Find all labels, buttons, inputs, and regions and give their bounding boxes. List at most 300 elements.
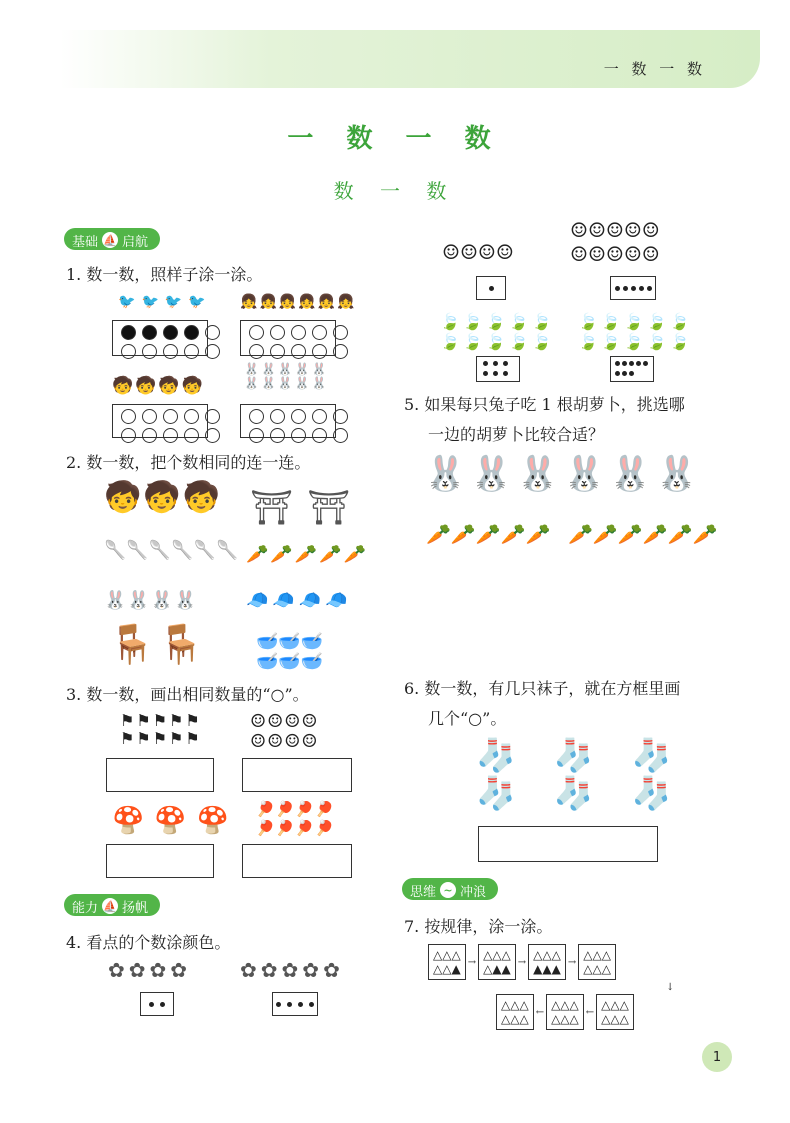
paddle-icon: 🏓 <box>256 819 276 837</box>
triangle-row: △△△ <box>601 998 629 1012</box>
dot <box>636 361 641 366</box>
question-6-line-2: 几个“○”。 <box>428 709 507 728</box>
carrot-icon: 🥕 <box>568 522 593 546</box>
circle-grid <box>113 405 207 447</box>
dot <box>623 286 628 291</box>
dot <box>493 361 498 366</box>
question-2: 2. 数一数，把个数相同的连一连。 <box>66 453 311 472</box>
rabbit-icon: 🐰 <box>260 362 278 376</box>
circle[interactable] <box>121 428 136 443</box>
circle[interactable] <box>184 409 199 424</box>
q3-answer-box-mushrooms[interactable] <box>106 844 214 878</box>
mushroom-icon: 🍄 <box>196 806 240 836</box>
spoon-icon: 🥄 <box>126 540 149 561</box>
leaf-icon: 🍃 <box>646 312 670 331</box>
page-number: 1 <box>702 1042 732 1072</box>
q4-dot-card-6 <box>476 356 520 382</box>
sail-icon: ⛵ <box>103 233 117 247</box>
chair-icon: 🪑 <box>108 622 158 666</box>
circle[interactable] <box>333 325 348 340</box>
carrot-icon: 🥕 <box>525 522 551 546</box>
bird-icon: 🐦 <box>141 294 165 310</box>
arrow-right-icon: → <box>467 956 477 968</box>
q1-box-kids[interactable] <box>112 404 208 438</box>
rabbit-icon: 🐰 <box>260 376 278 390</box>
flag-icon: ⚑ <box>185 711 202 730</box>
rabbit-icon: 🐰 <box>150 590 175 611</box>
q4-flowers-right <box>240 958 344 982</box>
flower-icon: ✿ <box>260 958 282 982</box>
circle[interactable] <box>249 409 264 424</box>
q5-carrots-right[interactable] <box>568 522 717 546</box>
question-5-line-2: 一边的胡萝卜比较合适？ <box>428 425 605 444</box>
leaf-icon: 🍃 <box>623 332 647 351</box>
rabbit-icon: 🐰 <box>294 362 312 376</box>
q2-chairs-picture[interactable] <box>108 622 207 667</box>
circle[interactable] <box>249 428 264 443</box>
smiley-icon: ☺ <box>250 711 268 732</box>
spoon-icon: 🥄 <box>171 540 194 561</box>
paddle-icon: 🏓 <box>315 819 335 837</box>
question-6-line-1: 6. 数一数，有几只袜子，就在方框里画 <box>404 679 681 698</box>
triangle-row: △▲▲ <box>483 962 511 976</box>
rabbit-icon: 🐰 <box>424 454 471 494</box>
circle[interactable] <box>333 409 348 424</box>
question-5-line-1: 5. 如果每只兔子吃 1 根胡萝卜，挑选哪 <box>404 395 685 414</box>
carrot-icon: 🥕 <box>343 544 369 565</box>
dot <box>298 1002 303 1007</box>
question-4: 4. 看点的个数涂颜色。 <box>66 933 231 952</box>
flower-icon: ✿ <box>302 958 324 982</box>
carrot-icon: 🥕 <box>450 522 476 546</box>
leaf-icon: 🍃 <box>623 312 647 331</box>
q7-sequence-row-1 <box>428 944 616 980</box>
flower-icon: ✿ <box>128 958 150 982</box>
girl-icon: 👧 <box>298 294 318 310</box>
q1-box-rabbits[interactable] <box>240 404 336 438</box>
bowl-icon: 🥣 <box>300 651 324 672</box>
q4-dot-card-2 <box>140 992 174 1016</box>
flag-icon: ⚑ <box>120 711 137 730</box>
arrow-left-icon: ← <box>585 1006 595 1018</box>
rabbit-icon: 🐰 <box>277 362 295 376</box>
flag-icon: ⚑ <box>152 711 170 730</box>
sock-icon: 🧦 <box>476 774 554 812</box>
mushroom-icon: 🍄 <box>112 806 155 836</box>
girl-icon: 👧 <box>240 294 260 310</box>
leaf-icon: 🍃 <box>600 332 624 351</box>
dot <box>615 371 620 376</box>
dot <box>629 361 634 366</box>
dot <box>160 1002 165 1007</box>
dot <box>503 371 508 376</box>
q3-answer-box-flags[interactable] <box>106 758 214 792</box>
badge-left-text: 能力 <box>72 900 99 916</box>
rabbit-icon: 🐰 <box>174 590 198 611</box>
q2-carrots-picture[interactable] <box>246 544 368 565</box>
badge-left-text: 思维 <box>410 884 437 900</box>
leaf-icon: 🍃 <box>485 312 509 331</box>
rabbit-icon: 🐰 <box>311 362 329 376</box>
circle[interactable] <box>270 428 285 443</box>
q2-tables-picture[interactable] <box>250 488 364 528</box>
q2-caps-picture[interactable] <box>246 590 352 611</box>
circle[interactable] <box>312 325 327 340</box>
carrot-icon: 🥕 <box>617 522 643 546</box>
bird-icon: 🐦 <box>118 294 142 310</box>
paddle-icon: 🏓 <box>275 800 296 818</box>
triangle-row: △△△ <box>483 948 511 962</box>
kids-picture <box>112 376 205 396</box>
sock-icon: 🧦 <box>553 736 632 774</box>
leaf-icon: 🍃 <box>578 312 601 331</box>
circle[interactable] <box>249 344 264 359</box>
smiley-icon: ☺ <box>495 240 514 264</box>
carrot-icon: 🥕 <box>667 522 693 546</box>
q1-box-girls[interactable] <box>240 320 336 356</box>
triangle-row: △△△ <box>501 998 529 1012</box>
rabbit-icon: 🐰 <box>609 454 656 494</box>
circle-filled <box>184 325 199 340</box>
circle[interactable] <box>270 344 285 359</box>
rabbit-icon: 🐰 <box>311 376 329 390</box>
flower-icon: ✿ <box>149 958 171 982</box>
circle[interactable] <box>205 325 220 340</box>
kid-icon: 🧒 <box>104 480 144 515</box>
smiley-icon: ☺ <box>442 240 460 264</box>
circle[interactable] <box>184 428 199 443</box>
smiley-icon: ☺ <box>570 218 588 242</box>
circle[interactable] <box>163 428 178 443</box>
triangle-row: △△△ <box>583 948 611 962</box>
carrot-icon: 🥕 <box>246 544 271 565</box>
bowl-icon: 🥣 <box>256 631 279 652</box>
smiley-icon: ☺ <box>587 218 606 242</box>
q4-dot-card-4 <box>272 992 318 1016</box>
flower-icon: ✿ <box>323 958 344 982</box>
circle[interactable] <box>312 344 327 359</box>
spoon-icon: 🥄 <box>148 540 172 561</box>
carrot-icon: 🥕 <box>319 544 344 565</box>
smiley-icon: ☺ <box>641 242 660 266</box>
carrot-icon: 🥕 <box>426 522 451 546</box>
circle[interactable] <box>291 409 306 424</box>
dot <box>622 361 627 366</box>
circle[interactable] <box>142 409 157 424</box>
sock-icon: 🧦 <box>631 736 710 774</box>
dot <box>276 1002 281 1007</box>
flag-icon: ⚑ <box>185 729 202 748</box>
dot <box>643 361 648 366</box>
kid-icon: 🧒 <box>181 376 205 396</box>
carrot-icon: 🥕 <box>500 522 526 546</box>
page-subtitle: 数 一 数 <box>333 179 457 203</box>
question-7: 7. 按规律，涂一涂。 <box>404 917 553 936</box>
dot <box>503 361 508 366</box>
q1-box-birds[interactable] <box>112 320 208 356</box>
triangle-row: △△△ <box>501 1012 529 1026</box>
rabbit-icon: 🐰 <box>244 376 261 390</box>
arrow-down-icon: ↓ <box>666 982 675 993</box>
sequence-box-colorable[interactable] <box>596 994 634 1030</box>
rabbit-icon: 🐰 <box>104 590 128 611</box>
bowl-icon: 🥣 <box>300 631 324 652</box>
smiley-icon: ☺ <box>570 242 588 266</box>
header-label: 一 数 一 数 <box>603 60 706 78</box>
bowl-icon: 🥣 <box>278 651 301 672</box>
circle-filled <box>163 325 178 340</box>
girl-icon: 👧 <box>337 294 357 310</box>
smiley-icon: ☺ <box>605 242 624 266</box>
q6-answer-box[interactable] <box>478 826 658 862</box>
smiley-icon: ☺ <box>250 731 268 752</box>
smiley-icon: ☺ <box>623 218 642 242</box>
q5-carrots-left[interactable] <box>426 522 551 546</box>
paddle-icon: 🏓 <box>256 800 276 818</box>
sequence-box <box>528 944 566 980</box>
flower-icon: ✿ <box>240 958 261 982</box>
smiley-icon: ☺ <box>267 711 285 732</box>
circle-grid <box>241 321 335 363</box>
paddle-icon: 🏓 <box>275 819 296 837</box>
kid-icon: 🧒 <box>182 480 223 515</box>
q4-leaves-left <box>440 312 570 352</box>
q7-sequence-row-2 <box>496 994 634 1030</box>
leaf-icon: 🍃 <box>462 332 486 351</box>
badge-left-text: 基础 <box>72 234 99 250</box>
circle[interactable] <box>291 344 306 359</box>
rabbit-icon: 🐰 <box>244 362 261 376</box>
smiley-icon: ☺ <box>301 731 319 752</box>
dot <box>483 361 488 366</box>
dot <box>629 371 634 376</box>
badge-right-text: 冲浪 <box>460 884 487 900</box>
triangle-row: △△▲ <box>433 962 461 976</box>
paddle-icon: 🏓 <box>315 800 335 818</box>
smiley-icon: ☺ <box>267 731 285 752</box>
leaf-icon: 🍃 <box>531 312 555 331</box>
q4-faces-small <box>442 240 514 264</box>
rabbit-icon: 🐰 <box>294 376 312 390</box>
smiley-icon: ☺ <box>623 242 642 266</box>
dot <box>489 286 494 291</box>
circle[interactable] <box>333 428 348 443</box>
spoon-icon: 🥄 <box>216 540 239 561</box>
dot <box>631 286 636 291</box>
sequence-box-colorable[interactable] <box>578 944 616 980</box>
smiley-icon: ☺ <box>284 731 302 752</box>
rabbit-icon: 🐰 <box>516 454 564 494</box>
circle[interactable] <box>205 409 220 424</box>
carrot-icon: 🥕 <box>294 544 320 565</box>
dot <box>309 1002 314 1007</box>
kid-icon: 🧒 <box>112 376 136 396</box>
leaf-icon: 🍃 <box>600 312 624 331</box>
circle[interactable] <box>291 325 306 340</box>
rabbit-icon: 🐰 <box>127 590 151 611</box>
q2-bowls-picture[interactable] <box>256 632 336 672</box>
sequence-box <box>428 944 466 980</box>
triangle-row: △△△ <box>583 962 611 976</box>
birds-picture <box>118 294 212 310</box>
leaf-icon: 🍃 <box>485 332 509 351</box>
flag-icon: ⚑ <box>152 729 170 748</box>
triangle-row: △△△ <box>551 1012 579 1026</box>
arrow-right-icon: → <box>517 956 527 968</box>
q4-dot-card-8 <box>610 356 654 382</box>
circle[interactable] <box>163 409 178 424</box>
badge-right-text: 启航 <box>122 234 149 250</box>
circle-filled <box>121 325 136 340</box>
paddle-icon: 🏓 <box>295 819 316 837</box>
q3-faces-picture <box>250 712 350 752</box>
circle-filled <box>142 325 157 340</box>
carrot-icon: 🥕 <box>475 522 501 546</box>
flag-icon: ⚑ <box>136 729 153 748</box>
circle[interactable] <box>205 428 220 443</box>
cap-icon: 🧢 <box>246 590 273 611</box>
q2-rabbits-picture[interactable] <box>104 590 198 611</box>
girl-icon: 👧 <box>317 294 338 310</box>
q4-flowers-left <box>108 958 191 982</box>
wave-icon: ~ <box>440 882 456 898</box>
bird-icon: 🐦 <box>188 294 212 310</box>
dot <box>615 361 620 366</box>
leaf-icon: 🍃 <box>531 332 555 351</box>
smiley-icon: ☺ <box>587 242 606 266</box>
leaf-icon: 🍃 <box>508 312 532 331</box>
rabbit-icon: 🐰 <box>277 376 295 390</box>
bird-icon: 🐦 <box>164 294 189 310</box>
leaf-icon: 🍃 <box>508 332 532 351</box>
triangle-row: △△△ <box>433 948 461 962</box>
dot <box>622 371 627 376</box>
leaf-icon: 🍃 <box>669 312 693 331</box>
flower-icon: ✿ <box>281 958 303 982</box>
q2-spoons-picture[interactable] <box>104 540 239 561</box>
spoon-icon: 🥄 <box>104 540 127 561</box>
q4-faces-large <box>570 218 700 266</box>
rabbit-icon: 🐰 <box>470 454 517 494</box>
circle[interactable] <box>142 344 157 359</box>
flower-icon: ✿ <box>170 958 192 982</box>
girl-icon: 👧 <box>259 294 279 310</box>
dot <box>483 371 488 376</box>
sail-icon: ⛵ <box>103 899 117 913</box>
circle[interactable] <box>270 325 285 340</box>
smiley-icon: ☺ <box>301 711 319 732</box>
triangle-row: △△△ <box>533 948 561 962</box>
cap-icon: 🧢 <box>298 590 326 611</box>
badge-right-text: 扬帆 <box>122 900 149 916</box>
circle[interactable] <box>205 344 220 359</box>
sock-icon: 🧦 <box>476 736 554 774</box>
circle-grid <box>113 321 207 363</box>
q4-dot-card-5 <box>610 276 656 300</box>
kid-icon: 🧒 <box>143 480 183 515</box>
flag-icon: ⚑ <box>120 729 137 748</box>
sequence-box <box>478 944 516 980</box>
circle[interactable] <box>121 409 136 424</box>
circle[interactable] <box>184 344 199 359</box>
kid-icon: 🧒 <box>158 376 182 396</box>
q5-rabbits-picture <box>424 454 702 494</box>
dot <box>149 1002 154 1007</box>
leaf-icon: 🍃 <box>578 332 601 351</box>
arrow-left-icon: ← <box>535 1006 545 1018</box>
girl-icon: 👧 <box>278 294 299 310</box>
leaf-icon: 🍃 <box>669 332 693 351</box>
triangle-row: △△△ <box>551 998 579 1012</box>
sequence-box-colorable[interactable] <box>546 994 584 1030</box>
dot <box>287 1002 292 1007</box>
q3-answer-box-faces[interactable] <box>242 758 352 792</box>
q3-answer-box-paddles[interactable] <box>242 844 352 878</box>
question-1: 1. 数一数，照样子涂一涂。 <box>66 265 263 284</box>
q2-kids-picture[interactable] <box>104 480 222 515</box>
page-title: 一 数 一 数 <box>287 124 503 154</box>
q6-socks-picture <box>476 736 736 812</box>
sequence-box-colorable[interactable] <box>496 994 534 1030</box>
section-badge-ability <box>64 894 160 916</box>
circle[interactable] <box>270 409 285 424</box>
cap-icon: 🧢 <box>272 590 299 611</box>
spoon-icon: 🥄 <box>193 540 217 561</box>
circle[interactable] <box>312 409 327 424</box>
dot <box>647 286 652 291</box>
sock-icon: 🧦 <box>631 774 710 812</box>
circle-grid <box>241 405 335 447</box>
carrot-icon: 🥕 <box>592 522 618 546</box>
smiley-icon: ☺ <box>605 218 624 242</box>
arrow-right-icon: → <box>567 956 577 968</box>
triangle-row: △△△ <box>601 1012 629 1026</box>
dot <box>615 286 620 291</box>
leaf-icon: 🍃 <box>440 312 463 331</box>
leaf-icon: 🍃 <box>440 332 463 351</box>
circle[interactable] <box>142 428 157 443</box>
smiley-icon: ☺ <box>641 218 660 242</box>
rabbits-picture-small <box>244 362 340 390</box>
section-badge-thinking <box>402 878 498 900</box>
rabbit-icon: 🐰 <box>655 454 703 494</box>
circle[interactable] <box>333 344 348 359</box>
table-icon: ⛩ <box>250 488 308 528</box>
q3-flags-picture <box>120 712 210 748</box>
circle[interactable] <box>121 344 136 359</box>
leaf-icon: 🍃 <box>462 312 486 331</box>
table-icon: ⛩ <box>307 488 365 528</box>
circle[interactable] <box>249 325 264 340</box>
girls-picture <box>240 294 357 310</box>
circle[interactable] <box>291 428 306 443</box>
q4-leaves-right <box>578 312 708 352</box>
circle[interactable] <box>312 428 327 443</box>
bowl-icon: 🥣 <box>256 651 279 672</box>
carrot-icon: 🥕 <box>642 522 668 546</box>
carrot-icon: 🥕 <box>692 522 718 546</box>
question-3: 3. 数一数，画出相同数量的“○”。 <box>66 685 309 704</box>
bowl-icon: 🥣 <box>278 631 301 652</box>
q3-paddles-picture <box>256 800 346 838</box>
q4-dot-card-1 <box>476 276 506 300</box>
smiley-icon: ☺ <box>477 240 496 264</box>
paddle-icon: 🏓 <box>295 800 316 818</box>
circle[interactable] <box>163 344 178 359</box>
sock-icon: 🧦 <box>553 774 632 812</box>
rabbit-icon: 🐰 <box>563 454 610 494</box>
section-badge-basic <box>64 228 160 250</box>
